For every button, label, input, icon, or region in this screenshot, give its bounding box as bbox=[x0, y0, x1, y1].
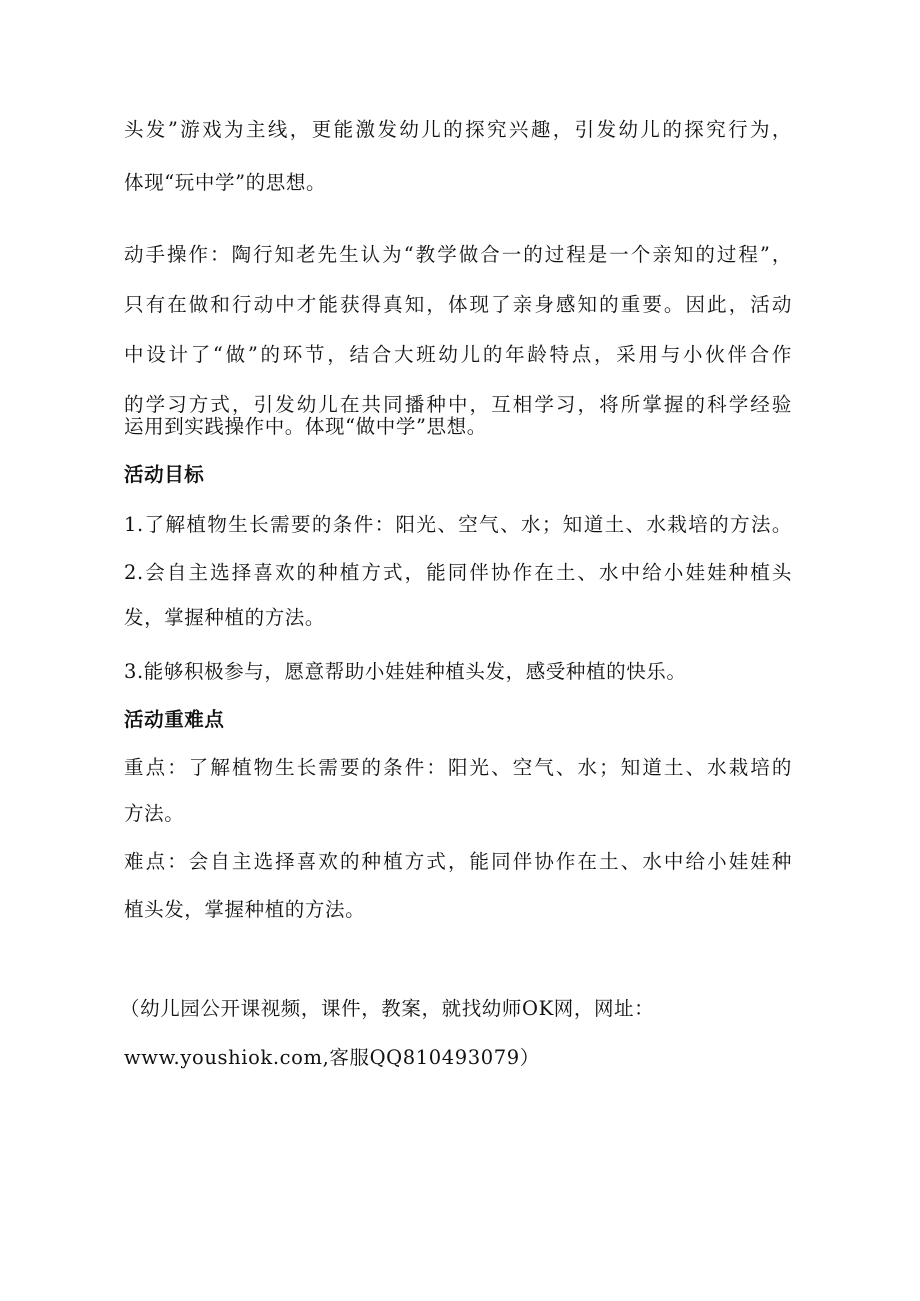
hands-on-line-4: 的学习方式，引发幼儿在共同播种中，互相学习，将所掌握的科学经验 bbox=[124, 393, 792, 416]
goal-item-3: 3.能够积极参与，愿意帮助小娃娃种植头发，感受种植的快乐。 bbox=[124, 660, 687, 683]
goal-item-1: 1.了解植物生长需要的条件：阳光、空气、水；知道土、水栽培的方法。 bbox=[124, 513, 792, 536]
focus-line-1: 重点：了解植物生长需要的条件：阳光、空气、水；知道土、水栽培的 bbox=[124, 756, 792, 779]
hands-on-line-3: 中设计了“做”的环节，结合大班幼儿的年龄特点，采用与小伙伴合作 bbox=[124, 343, 792, 366]
goals-heading: 活动目标 bbox=[124, 463, 205, 486]
intro-line-1: 头发”游戏为主线，更能激发幼儿的探究兴趣，引发幼儿的探究行为， bbox=[124, 118, 792, 141]
focus-line-2: 方法。 bbox=[124, 802, 185, 825]
difficulty-line-2: 植头发，掌握种植的方法。 bbox=[124, 898, 366, 921]
footer-line-1: （幼儿园公开课视频，课件，教案，就找幼师OK网，网址： bbox=[120, 997, 655, 1020]
intro-line-2: 体现“玩中学”的思想。 bbox=[124, 171, 327, 194]
hands-on-line-2: 只有在做和行动中才能获得真知，体现了亲身感知的重要。因此，活动 bbox=[124, 293, 792, 316]
goal-item-2-line-2: 发，掌握种植的方法。 bbox=[124, 606, 326, 629]
key-points-heading: 活动重难点 bbox=[124, 708, 225, 731]
hands-on-line-1: 动手操作：陶行知老先生认为“教学做合一的过程是一个亲知的过程”， bbox=[124, 243, 792, 266]
hands-on-line-5: 运用到实践操作中。体现“做中学”思想。 bbox=[124, 415, 487, 438]
goal-item-2-line-1: 2.会自主选择喜欢的种植方式，能同伴协作在土、水中给小娃娃种植头 bbox=[124, 561, 792, 584]
footer-line-2: www.youshiok.com,客服QQ810493079） bbox=[124, 1046, 540, 1069]
difficulty-line-1: 难点：会自主选择喜欢的种植方式，能同伴协作在土、水中给小娃娃种 bbox=[124, 850, 792, 873]
